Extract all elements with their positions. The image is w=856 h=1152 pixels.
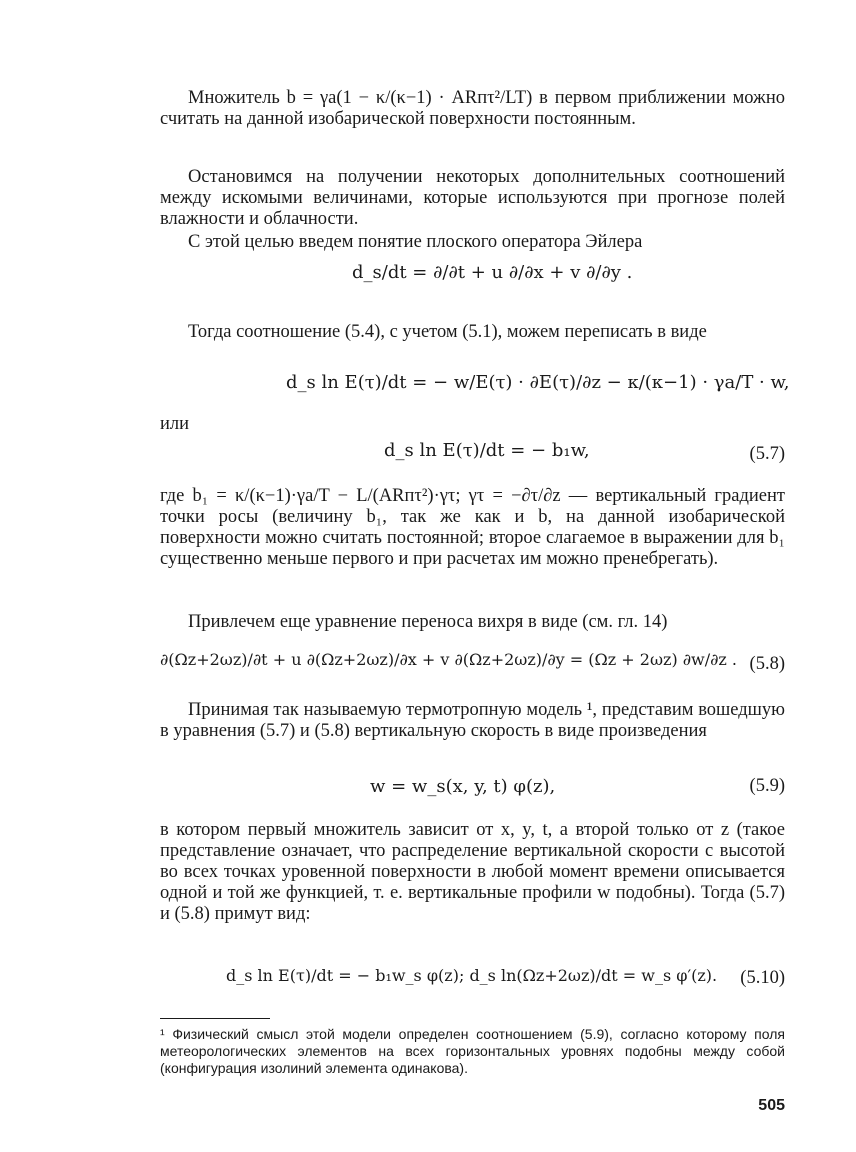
equation-number-5-8: (5.8) bbox=[749, 654, 785, 674]
paragraph-rewrite: Тогда соотношение (5.4), с учетом (5.1), можем переписать в виде bbox=[188, 322, 707, 342]
paragraph-or: или bbox=[160, 414, 190, 434]
paragraph-first-factor: в котором первый множитель зависит от x, y, t, а второй только от z (такое представление означает, что распределение вертикальной скорости с высотой во всех точках уровенной поверхности в любой момент времени описывается одной и той же функцией, т. е. вертикальные профили w подобны). Тогда (5.7) и (5.8) примут вид: bbox=[160, 820, 785, 924]
paragraph-multiplier: Множитель b = γa(1 − κ/(κ−1) · ARпτ²/LT) в первом приближении можно считать на данной изобарической поверхности постоянным. bbox=[160, 88, 785, 129]
paragraph-where-b1: где b₁ = κ/(κ−1)·γa/T − L/(ARпτ²)·γτ; γτ = −∂τ/∂z — вертикальный градиент точки росы (величину b₁, так же как и b, на данной изобарической поверхности можно считать постоянной; второе слагаемое в выражении для b₁ существенно меньше первого и при расчетах им можно пренебрегать). bbox=[160, 486, 785, 569]
equation-5-8: ∂(Ωz+2ωz)/∂t + u ∂(Ωz+2ωz)/∂x + v ∂(Ωz+2ωz)/∂y = (Ωz + 2ωz) ∂w/∂z . bbox=[160, 650, 738, 669]
footnote-divider bbox=[160, 1018, 270, 1019]
equation-number-5-7: (5.7) bbox=[749, 444, 785, 464]
equation-euler-operator: d_s/dt = ∂/∂t + u ∂/∂x + v ∂/∂y . bbox=[352, 262, 633, 283]
paragraph-thermotropic-model: Принимая так называемую термотропную модель ¹, представим вошедшую в уравнения (5.7) и (5.8) вертикальную скорость в виде произведения bbox=[160, 700, 785, 741]
equation-5-7: d_s ln E(τ)/dt = − b₁w, bbox=[384, 440, 590, 461]
paragraph-additional-relations: Остановимся на получении некоторых дополнительных соотношений между искомыми величинами, которые используются при прогнозе полей влажности и облачности. bbox=[160, 167, 785, 229]
page-number: 505 bbox=[758, 1097, 785, 1114]
footnote: ¹ Физический смысл этой модели определен соотношением (5.9), согласно которому поля метеорологических элементов на всех горизонтальных уровнях подобны между собой (конфигурация изолиний элемента одинакова). bbox=[160, 1026, 785, 1076]
paragraph-euler-intro: С этой целью введем понятие плоского оператора Эйлера bbox=[188, 232, 643, 252]
equation-5-10: d_s ln E(τ)/dt = − b₁w_s φ(z); d_s ln(Ωz+2ωz)/dt = w_s φ′(z). bbox=[226, 966, 718, 985]
paragraph-vortex-equation-intro: Привлечем еще уравнение переноса вихря в виде (см. гл. 14) bbox=[188, 612, 668, 632]
equation-5-9: w = w_s(x, y, t) φ(z), bbox=[370, 776, 556, 797]
equation-unnumbered: d_s ln E(τ)/dt = − w/E(τ) · ∂E(τ)/∂z − κ/(κ−1) · γa/T · w, bbox=[286, 372, 790, 393]
equation-number-5-10: (5.10) bbox=[740, 968, 785, 988]
equation-number-5-9: (5.9) bbox=[749, 776, 785, 796]
